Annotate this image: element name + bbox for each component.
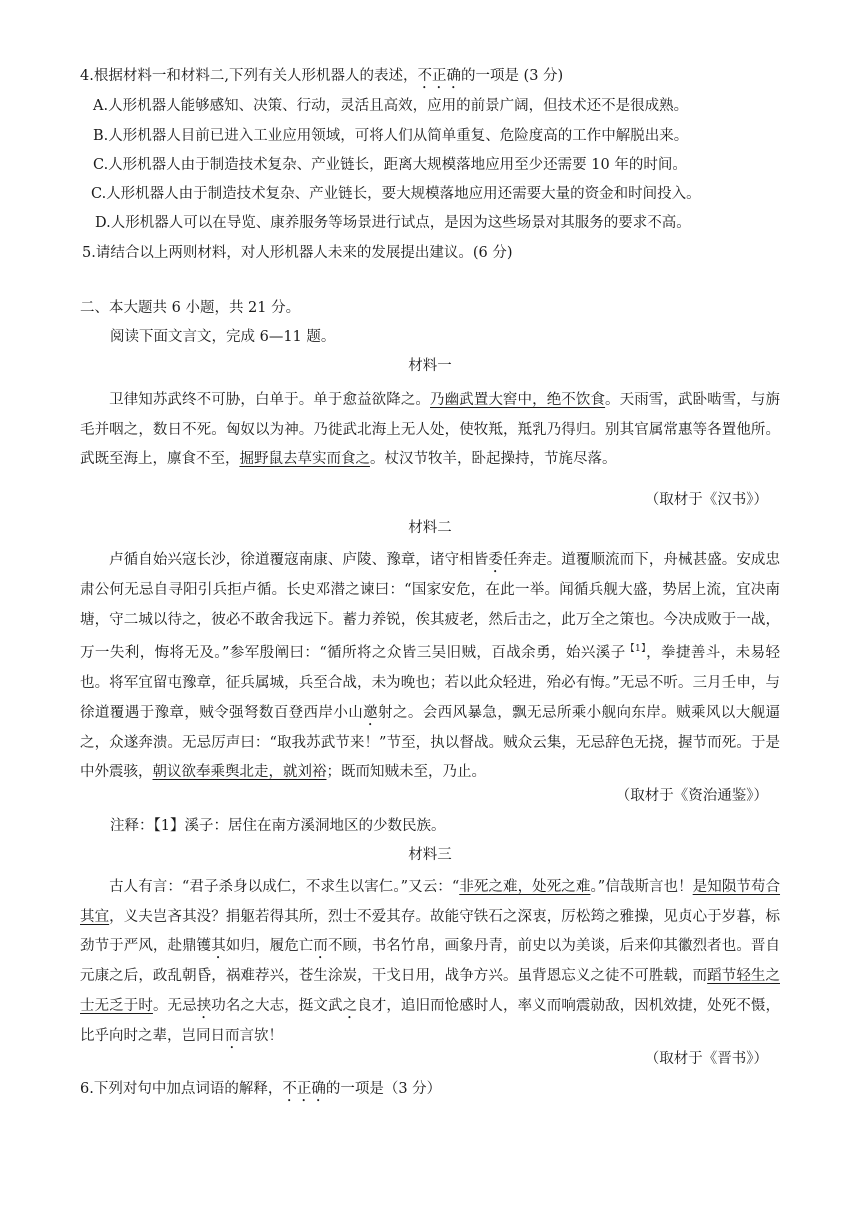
- footnote-marker: 【1】: [625, 644, 647, 655]
- material-2-title: 材料二: [408, 520, 452, 536]
- dotted-word-xie: 挟: [196, 998, 212, 1015]
- underlined-sentence-6: 蹈节轻生之士无乏于时: [80, 968, 780, 1015]
- dotted-word-zhi: 之: [342, 998, 358, 1015]
- underlined-sentence-4: 非死之难，处死之难: [459, 879, 591, 895]
- section-2-heading: 二、本大题共 6 小题，共 21 分。: [80, 300, 301, 316]
- question-4-score: 的一项是 (3 分): [460, 68, 564, 84]
- emphasis-not-correct-6: 不正确: [282, 1081, 326, 1097]
- dotted-word-wei: 委: [488, 552, 503, 568]
- material-2-text: 卢循自始兴寇长沙，徐道覆寇南康、庐陵、豫章，诸守相皆委任奔走。道覆顺流而下，舟械甚盛。安成忠肃公何无忌自寻阳引兵拒卢循。长史邓潜之谏曰：“国家安危，在此一举。闻循兵舰大盛，势居上流，宜决南塘，守二城以待之，彼必不敢舍我远下。蓄力养锐，俟其疲老，然后击之，此万全之策也。今决成败于一战，万一失利，悔将无及。”参军殷阐曰：“循所将之众皆三吴旧贼，百战余勇，始兴溪子$^{【1】}$，拳捷善斗，未易轻也。将军宜留屯豫章，征兵属城，兵至合战，未为晚也；若以此众轻进，殆必有悔。”无忌不听。三月壬申，与徐道覆遇于豫章，贼令强弩数百登西岸小山邀射之。会西风暴急，飘无忌所乘小舰向东岸。贼乘风以大舰逼之，众遂奔溃。无忌厉声曰：“取我苏武节来！”节至，执以督战。贼众云集，无忌辞色无挠，握节而死。于是中外震骇，朝议欲奉乘舆北走，就刘裕；既而知贼未至，乃止。: [80, 552, 781, 781]
- question-4-option-c2: C.人形机器人由于制造技术复杂、产业链长，要大规模落地应用还需要大量的资金和时间投入。: [91, 186, 701, 202]
- question-4-option-a: A.人形机器人能够感知、决策、行动，灵活且高效，应用的前景广阔，但技术还不是很成熟。: [93, 98, 689, 114]
- dotted-word-yao: 邀: [363, 704, 379, 721]
- question-4-option-d: D.人形机器人可以在导览、康养服务等场景进行试点，是因为这些场景对其服务的要求不高。: [95, 215, 691, 231]
- material-1-text: 卫律知苏武终不可胁，白单于。单于愈益欲降之。乃幽武置大窖中，绝不饮食。天雨雪，武卧啮雪，与旃毛并咽之，数日不死。匈奴以为神。乃徙武北海上无人处，使牧羝，羝乳乃得归。别其官属常惠等各置他所。武既至海上，廪食不至，掘野鼠去草实而食之。杖汉节牧羊，卧起操持，节旄尽落。: [80, 392, 781, 468]
- underlined-sentence-2: 掘野鼠去草实而食之: [239, 451, 370, 468]
- question-4-stem-text: 4.根据材料一和材料二,下列有关人形机器人的表述，: [80, 68, 418, 84]
- question-4-option-b: B.人形机器人目前已进入工业应用领域，可将人们从简单重复、危险度高的工作中解脱出来。: [93, 128, 689, 144]
- question-4-option-c1: C.人形机器人由于制造技术复杂、产业链长，距离大规模落地应用至少还需要 10 年的时间。: [93, 157, 687, 173]
- dotted-word-qi: 其: [211, 938, 226, 955]
- material-3-text: 古人有言：“君子杀身以成仁，不求生以害仁。”又云：“非死之难，处死之难。”信哉斯言也！是知陨节苟合其宜，义夫岂吝其没？捐躯若得其所，烈士不爱其存。故能守铁石之深衷，厉松筠之雅操，见贞心于岁暮，标劲节于严风，赴鼎镬其如归，履危亡而不顾，书名竹帛，画象丹青，前史以为美谈，后来仰其徽烈者也。晋自元康之后，政乱朝昏，祸难荐兴，苍生涂炭，干戈日用，战争方兴。虽背恩忘义之徒不可胜载，而蹈节轻生之士无乏于时。无忌挟功名之大志，挺文武之良才，追旧而怆感时人，率义而响震勍敌，因机效捷，处死不慑，比乎向时之辈，岂同日而言欤！: [80, 879, 781, 1045]
- emphasis-not-correct: 不正确: [417, 68, 461, 84]
- material-1-title: 材料一: [408, 358, 452, 374]
- dotted-word-er-2: 而: [225, 1028, 240, 1045]
- material-1-source: （取材于《汉书》）: [644, 492, 768, 508]
- underlined-sentence-5: 是知陨节苟合其宜: [80, 879, 781, 925]
- material-2-source: （取材于《资治通鉴》）: [615, 788, 768, 804]
- footnote: 注释：【1】溪子：居住在南方溪洞地区的少数民族。: [110, 818, 446, 834]
- underlined-sentence-3: 朝议欲奉乘舆北走，就刘裕: [152, 764, 327, 781]
- material-3-title: 材料三: [408, 847, 452, 863]
- question-5: 5.请结合以上两则材料，对人形机器人未来的发展提出建议。(6 分): [82, 245, 513, 261]
- dotted-word-er-1: 而: [313, 938, 328, 955]
- underlined-sentence-1: 乃幽武置大窖中，绝不饮食: [430, 392, 606, 408]
- material-3-source: （取材于《晋书》）: [644, 1051, 768, 1067]
- question-6-stem: 6.下列对句中加点词语的解释，不正确的一项是（3 分）: [80, 1081, 442, 1097]
- section-2-instruction: 阅读下面文言文，完成 6—11 题。: [110, 329, 336, 345]
- question-4-stem: [80, 66, 563, 92]
